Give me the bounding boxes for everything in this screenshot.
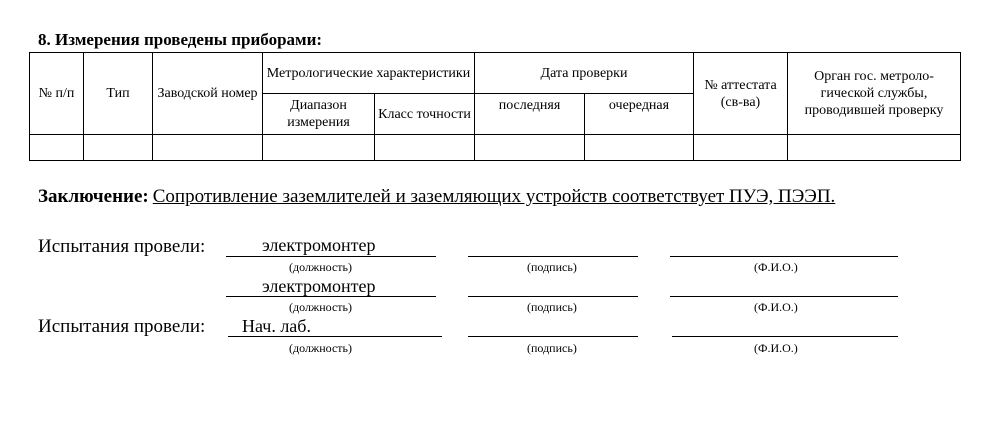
header-authority: Орган гос. метроло-гической службы, проводившей проверку [788,53,961,135]
table-cell[interactable] [694,135,788,161]
header-next: очередная [585,94,694,135]
header-accuracy: Класс точности [375,94,475,135]
table-cell[interactable] [153,135,263,161]
header-last: последняя [475,94,585,135]
name-line[interactable] [672,336,898,337]
position-caption: (должность) [289,260,352,274]
section-title: 8. Измерения проведены приборами: [38,30,323,49]
position-line[interactable] [226,256,436,257]
table-cell[interactable] [84,135,153,161]
header-metro: Метрологические характеристики [263,53,475,94]
conclusion-label: Заключение: [38,186,149,207]
header-check-date: Дата проверки [475,53,694,94]
tests-conducted-label: Испытания провели: [38,236,206,257]
tests-conducted-label: Испытания провели: [38,316,206,337]
signature-line[interactable] [468,256,638,257]
signature-caption: (подпись) [527,300,577,314]
header-type: Тип [84,53,153,135]
header-certificate: № аттестата (св-ва) [694,53,788,135]
position-caption: (должность) [289,300,352,314]
name-line[interactable] [670,256,898,257]
header-num: № п/п [30,53,84,135]
position-value: электромонтер [262,235,376,255]
table-cell[interactable] [788,135,961,161]
signature-line[interactable] [468,296,638,297]
name-line[interactable] [670,296,898,297]
instruments-table [29,52,961,161]
position-value: Нач. лаб. [242,316,311,336]
position-caption: (должность) [289,341,352,355]
table-cell[interactable] [30,135,84,161]
table-cell[interactable] [375,135,475,161]
signature-line[interactable] [468,336,638,337]
position-value: электромонтер [262,276,376,296]
table-cell[interactable] [475,135,585,161]
name-caption: (Ф.И.О.) [754,260,798,274]
signature-caption: (подпись) [527,260,577,274]
table-cell[interactable] [263,135,375,161]
table-row [30,135,961,161]
conclusion-text: Сопротивление заземлителей и заземляющих устройств соответствует ПУЭ, ПЭЭП. [152,186,836,207]
conclusion [38,186,835,208]
header-serial: Заводской номер [153,53,263,135]
name-caption: (Ф.И.О.) [754,341,798,355]
signature-caption: (подпись) [527,341,577,355]
table-cell[interactable] [585,135,694,161]
header-range: Диапазон измерения [263,94,375,135]
name-caption: (Ф.И.О.) [754,300,798,314]
